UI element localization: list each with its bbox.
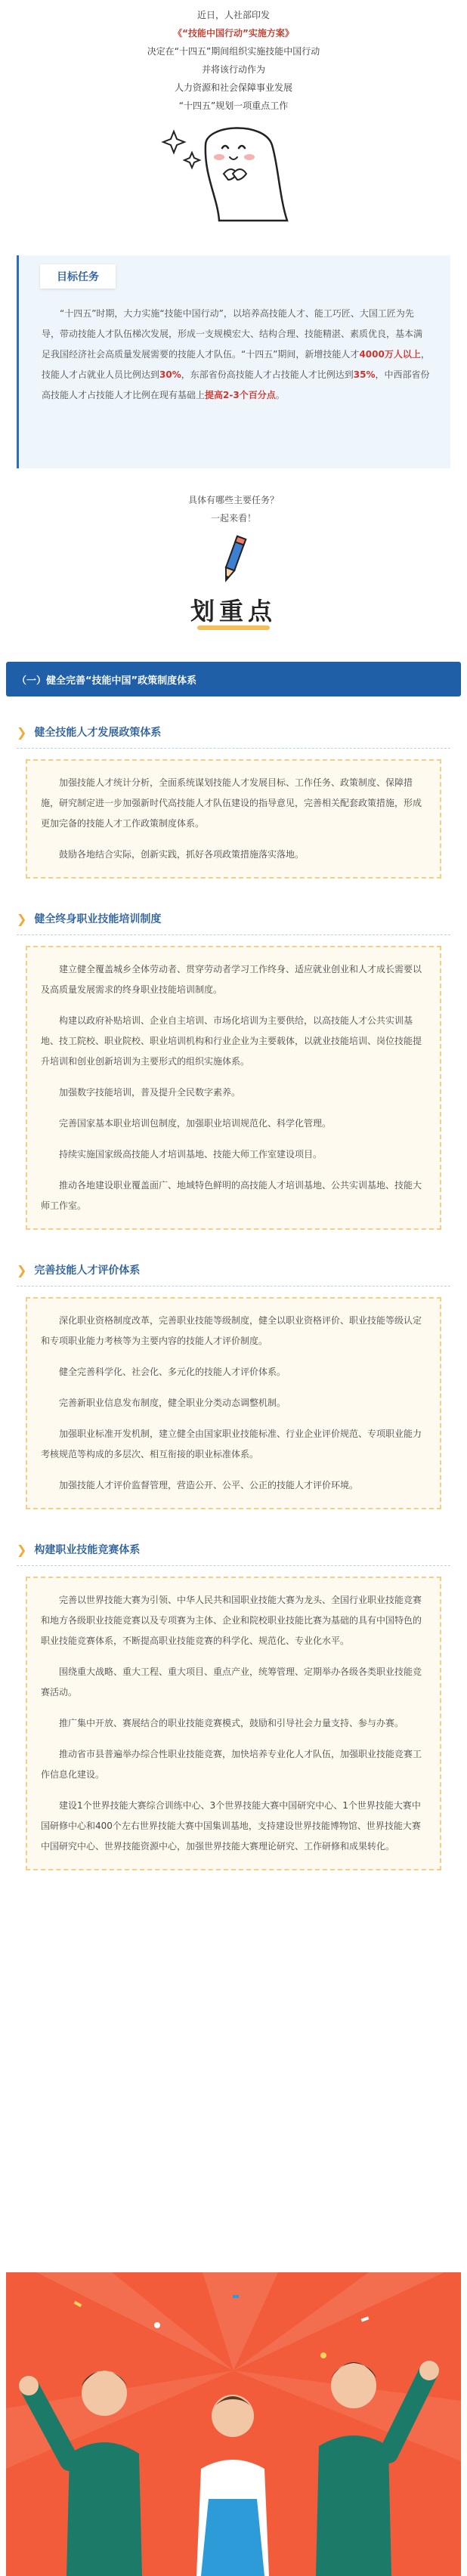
paragraph: 鼓励各地结合实际，创新实践，抓好各项政策措施落实落地。 bbox=[59, 849, 305, 860]
paragraph: 加强职业标准开发机制，建立健全由国家职业技能标准、行业企业评价规范、专项职业能力考核规范等构成的多层次、相互衔接的职业标准体系。 bbox=[41, 1429, 422, 1459]
goals-highlight: 30% bbox=[159, 369, 181, 380]
smiling-mascot-icon bbox=[159, 115, 310, 228]
subsection-header bbox=[17, 1257, 450, 1286]
subsection-header bbox=[17, 906, 450, 935]
paragraph: 推动省市县普遍举办综合性职业技能竞赛，加快培养专业化人才队伍，加强职业技能竞赛工作信息化建设。 bbox=[41, 1749, 422, 1780]
key-points-underline bbox=[197, 625, 270, 630]
paragraph: 加强技能人才评价监督管理，营造公开、公平、公正的技能人才评价环境。 bbox=[59, 1480, 359, 1490]
subsection-content bbox=[26, 1577, 441, 1870]
mascot-illustration bbox=[0, 115, 467, 228]
ask-line: 具体有哪些主要任务？ bbox=[187, 495, 279, 505]
goals-text: 。 bbox=[275, 390, 285, 400]
paragraph: 持续实施国家级高技能人才培训基地、技能大师工作室建设项目。 bbox=[59, 1149, 323, 1160]
goals-highlight: 提高2-3个百分点 bbox=[205, 390, 276, 400]
goals-tab: 目标任务 bbox=[40, 264, 116, 289]
subsection-title: 构建职业技能竞赛体系 bbox=[34, 1544, 141, 1556]
goals-text: ，中西部省份高技能人才占技能人才比例在现有基础上 bbox=[42, 369, 430, 400]
paragraph: 加强技能人才统计分析，全面系统谋划技能人才发展目标、工作任务、政策制度、保障措施，研究制定进一步加强新时代高技能人才队伍建设的指导意见，完善相关配套政策措施，形成更加完备的技能人才工作政策制度体系。 bbox=[41, 777, 422, 829]
chevron-right-icon: ❯ bbox=[17, 1262, 27, 1277]
chevron-right-icon: ❯ bbox=[17, 724, 27, 740]
workers-illustration bbox=[6, 2272, 461, 2576]
goals-panel bbox=[17, 255, 450, 468]
paragraph: 构建以政府补贴培训、企业自主培训、市场化培训为主要供给，以高技能人才公共实训基地、技工院校、职业院校、职业培训机构和行业企业为主要载体，以就业技能培训、岗位技能提升培训和创业创新培训为主要形式的组织实施体系。 bbox=[41, 1015, 422, 1067]
subsection bbox=[17, 1257, 450, 1509]
intro-title: 《“技能中国行动”实施方案》 bbox=[173, 28, 294, 39]
goals-highlight: 35% bbox=[353, 369, 376, 380]
pencil-illustration bbox=[0, 533, 467, 586]
subsection-header bbox=[17, 719, 450, 749]
subsection-header bbox=[17, 1537, 450, 1566]
paragraph: 围绕重大战略、重大工程、重大项目、重点产业，统筹管理、定期举办各级各类职业技能竞赛活动。 bbox=[41, 1666, 422, 1697]
intro-line: “十四五”规划一项重点工作 bbox=[178, 100, 289, 111]
subsection-content bbox=[26, 759, 441, 879]
intro-line: 人力资源和社会保障事业发展 bbox=[174, 82, 292, 93]
pencil-icon bbox=[218, 533, 249, 586]
goals-text: ，技能人才占就业人员比例达到 bbox=[42, 349, 430, 380]
chevron-right-icon: ❯ bbox=[17, 1542, 27, 1557]
paragraph: 加强数字技能培训，普及提升全民数字素养。 bbox=[59, 1087, 241, 1098]
key-points-title: 划重点 bbox=[190, 597, 277, 625]
subsection-content bbox=[26, 946, 441, 1230]
paragraph: 完善国家基本职业培训包制度，加强职业培训规范化、科学化管理。 bbox=[59, 1118, 332, 1129]
chevron-right-icon: ❯ bbox=[17, 911, 27, 926]
paragraph: 健全完善科学化、社会化、多元化的技能人才评价体系。 bbox=[59, 1367, 286, 1377]
subsection-title: 完善技能人才评价体系 bbox=[34, 1265, 141, 1277]
goals-text: ，东部省份高技能人才占技能人才比例达到 bbox=[181, 369, 354, 380]
paragraph: 建立健全覆盖城乡全体劳动者、贯穿劳动者学习工作终身、适应就业创业和人才成长需要以及高质量发展需求的终身职业技能培训制度。 bbox=[41, 964, 422, 995]
section-title-bar: （一）健全完善“技能中国”政策制度体系 bbox=[6, 662, 461, 697]
intro-line: 并将该行动作为 bbox=[201, 64, 265, 75]
ask-block bbox=[0, 491, 467, 527]
celebrating-workers-icon bbox=[6, 2272, 461, 2576]
subsection-title: 健全终身职业技能培训制度 bbox=[34, 913, 162, 925]
goals-body bbox=[42, 304, 431, 406]
goals-highlight: 4000万人以上 bbox=[359, 349, 421, 360]
paragraph: 推动各地建设职业覆盖面广、地域特色鲜明的高技能人才培训基地、公共实训基地、技能大师工作室。 bbox=[41, 1180, 422, 1211]
subsection bbox=[17, 1537, 450, 1870]
intro-line: 近日，人社部印发 bbox=[196, 10, 270, 20]
ask-line: 一起来看！ bbox=[210, 513, 256, 524]
paragraph: 建设1个世界技能大赛综合训练中心、3个世界技能大赛中国研究中心、1个世界技能大赛中国研修中心和400个左右世界技能大赛中国集训基地，支持建设世界技能博物馆、世界技能大赛中国研究中心、世界技能资源中心，加强世界技能大赛理论研究、工作研修和成果转化。 bbox=[41, 1800, 421, 1852]
subsection bbox=[17, 906, 450, 1230]
intro-line: 决定在“十四五”期间组织实施技能中国行动 bbox=[147, 46, 320, 57]
subsection-content bbox=[26, 1297, 441, 1509]
paragraph: 完善新职业信息发布制度，健全职业分类动态调整机制。 bbox=[59, 1398, 286, 1408]
intro bbox=[0, 0, 467, 115]
paragraph: 推广集中开放、赛展结合的职业技能竞赛模式，鼓励和引导社会力量支持、参与办赛。 bbox=[59, 1718, 404, 1728]
paragraph: 深化职业资格制度改革，完善职业技能等级制度，健全以职业资格评价、职业技能等级认定和专项职业能力考核等为主要内容的技能人才评价制度。 bbox=[41, 1315, 422, 1346]
goals-text: “十四五”时期，大力实施“技能中国行动”，以培养高技能人才、能工巧匠、大国工匠为先导，带动技能人才队伍梯次发展，形成一支规模宏大、结构合理、技能精湛、素质优良，基本满足我国经济社会高质量发展需要的技能人才队伍。“十四五”期间，新增技能人才 bbox=[42, 308, 423, 360]
paragraph: 完善以世界技能大赛为引领、中华人民共和国职业技能大赛为龙头、全国行业职业技能竞赛和地方各级职业技能竞赛以及专项赛为主体、企业和院校职业技能比赛为基础的具有中国特色的职业技能竞赛体系，不断提高职业技能竞赛的科学化、规范化、专业化水平。 bbox=[41, 1595, 422, 1646]
subsection-title: 健全技能人才发展政策体系 bbox=[34, 727, 162, 739]
subsection bbox=[17, 719, 450, 879]
